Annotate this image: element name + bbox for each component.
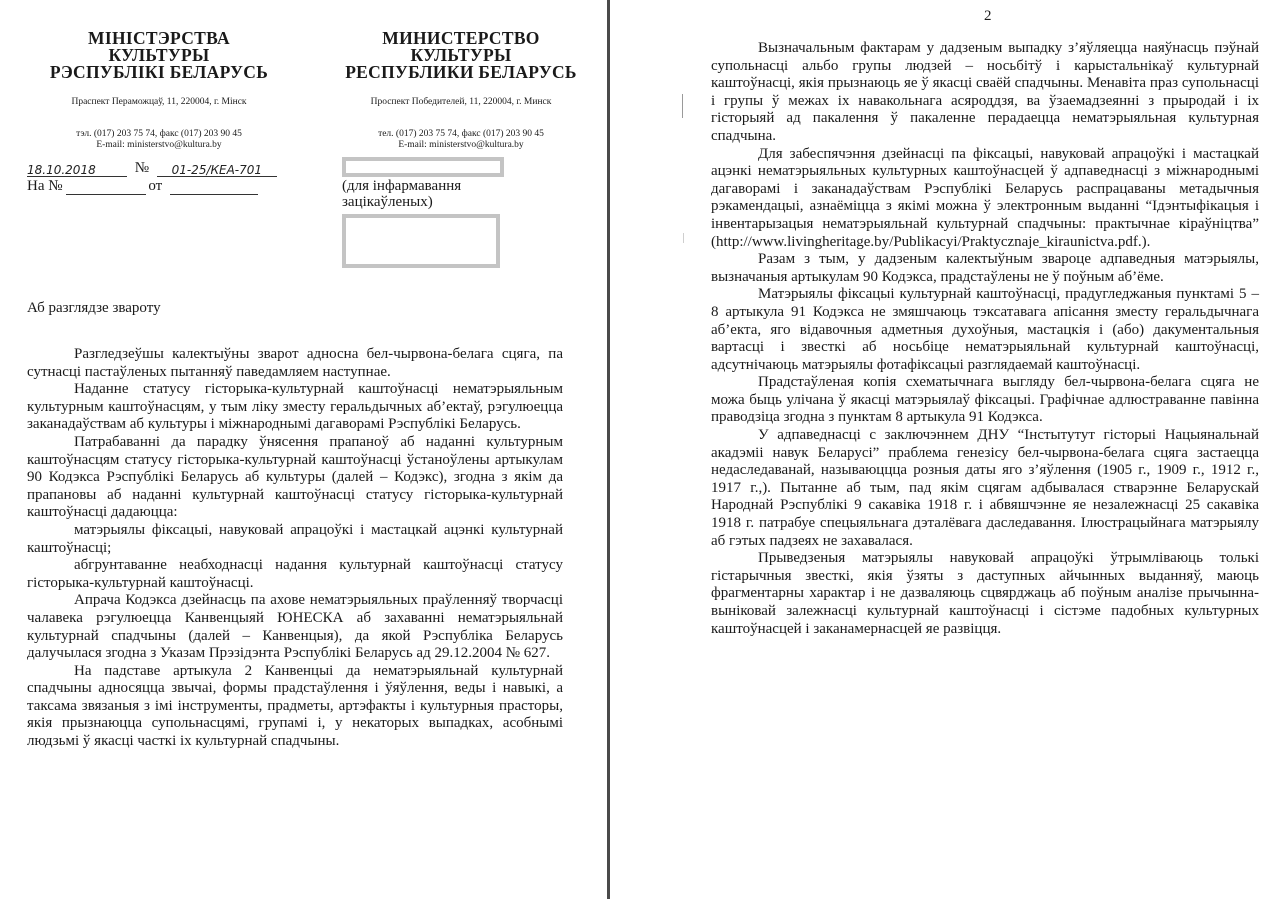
ministry-title-ru [340,30,582,81]
outgoing-reference [27,160,277,177]
paragraph: Для забеспячэння дзейнасці па фіксацыі, навуковай апрацоўкі і мастацкай ацэнкі нематэрыяльных культурных каштоўнасцей ў адпаведнасці з міжнароднымі дагаворамі і заканадаўствам Рэспублікі Беларусь распрацаваны метадычныя рэкамендацыі, азнаёміцца з якімі можна ў электронным выданні “Ідэнтыфікацыя і інвентарызацыя нематэрыяльнай культурнай спадчыны: практычнае кіраўніцтва” (http://www.livingheritage.by/Publikacyi/Praktycznaje_kiraunictva.pdf.). [711,145,1259,250]
title-line: КУЛЬТУРЫ [108,45,210,65]
address-ru: Проспект Победителей, 11, 220004, г. Минск [370,97,552,107]
paragraph: матэрыялы фіксацыі, навуковай апрацоўкі і мастацкай ацэнкі культурнай каштоўнасці; [27,521,563,556]
email-be: E-mail: ministerstvo@kultura.by [96,140,222,150]
phone-be: тэл. (017) 203 75 74, факс (017) 203 90 45 [76,129,242,139]
title-line: РЕСПУБЛИКИ БЕЛАРУСЬ [345,62,577,82]
recipient-line: зацікаўленых) [342,194,433,210]
paragraph: На падставе артыкула 2 Канвенцыі да нематэрыяльнай культурнай спадчыны адносяцца звычаі, формы прадстаўлення і ўяўлення, веды і навыкі, а таксама звязаныя з імі інструменты, прадметы, артэфакты і культурныя прасторы, якія прызнаюцца супольнасцямі, групамі і, у некаторых выпадках, асобнымі людзьмі ў якасці часткі іх культурнай спадчыны. [27,662,563,750]
incoming-number-label: На № [27,178,63,194]
ministry-title-be [40,30,278,81]
page-divider [607,0,610,899]
letterhead-russian [340,30,582,151]
title-line: МИНИСТЕРСТВО [382,28,540,48]
paragraph: Разгледзеўшы калектыўны зварот адносна бел-чырвона-белага сцяга, па сутнасці пастаўленых пытанняў паведамляем наступнае. [27,346,563,380]
letterhead-belarusian [40,30,278,151]
contacts-ru [340,129,582,151]
contacts-be [40,129,278,151]
margin-mark [683,233,684,243]
paragraph: Прыведзеныя матэрыялы навуковай апрацоўкі ўтрымліваюць толькі гістарычныя звесткі, якія ўзяты з даступных айчынных выданняў, маюць фрагментарны характар і не дазваляюць сцвярджаць аб поўным аналізе прычынна-выніковай залежнасці культурнай каштоўнасці і сістэме падобных культурных каштоўнасцей і заканамернасцей яе развіцця. [711,550,1259,637]
incoming-reference [27,178,258,195]
page-number: 2 [984,8,992,24]
phone-ru: тел. (017) 203 75 74, факс (017) 203 90 45 [378,129,544,139]
recipient-line: (для інфармавання [342,178,462,194]
title-line: КУЛЬТУРЫ [410,45,512,65]
paragraph: Вызначальным фактарам у дадзеным выпадку з’яўляецца наяўнасць пэўнай супольнасці альбо групы людзей – носьбітў і карыстальнікаў культурнай каштоўнасці, якія прызнаюць яе ў якасці сваёй спадчыны. Менавіта праз супольнасці і групы ў межах іх навакольнага асяроддзя, ва ўзаемадзеянні з прыродай і іх гісторыяй ад пакалення ў пакаленне перадаецца нематэрыяльная культурная спадчына. [711,40,1259,144]
paragraph: У адпаведнасці с заключэннем ДНУ “Інстытутут гісторыі Нацыянальнай акадэміі навук Беларусі” праблема генезісу бел-чырвона-белага сцяга застаецца недаследаванай, называюццца розныя даты яго з’яўлення (1905 г., 1909 г., 1912 г., 1917 г.,). Пытанне аб тым, пад якім сцягам адбывалася стварэнне Беларускай Народнай Рэспублікі 9 сакавіка 1918 г. і абвяшчэнне яе незалежнасці 25 сакавіка 1918 г. патрабуе спецыяльнага дэталёвага даследавання. Ілюстрацыйнага матэрыялу аб гэтых падзеях не захавалася. [711,427,1259,549]
paragraph: Разам з тым, у дадзеным калектыўным звароце адпаведныя матэрыялы, вызначаныя артыкулам 90 Кодэкса, прадстаўлены не ў поўным аб’ёме. [711,251,1259,285]
margin-mark [682,94,683,118]
email-ru: E-mail: ministerstvo@kultura.by [398,140,524,150]
paragraph: Патрабаванні да парадку ўнясення прапаноў аб наданні культурным каштоўнасцям статусу гісторыка-культурнай каштоўнасці ўстаноўлены артыкулам 90 Кодэкса Рэспублікі Беларусь аб культуры (далей – Кодэкс), згодна з якім да прапановы аб наданні культурнай каштоўнасці статусу гісторыка-культурнай каштоўнасці дадаюцца: [27,433,563,521]
outgoing-number: 01-25/КЕА-701 [171,163,263,177]
document-page-1 [0,0,607,899]
title-line: МІНІСТЭРСТВА [88,28,230,48]
address-be: Праспект Пераможцаў, 11, 220004, г. Мінск [71,97,247,107]
paragraph: Прадстаўленая копія схематычнага выгляду бел-чырвона-белага сцяга не можа быць улічана ў якасці матэрыялаў фіксацыі. Графічнае адлюстраванне павінна праводзіца згодна з пунктам 8 артыкула 91 Кодэкса. [711,374,1259,426]
paragraph: Наданне статусу гісторыка-культурнай каштоўнасці нематэрыяльным культурным каштоўнасцям, у тым ліку зместу геральдычных аб’ектаў, рэгулюецца заканадаўствам аб культуры і міжнароднымі дагаворамі Рэспублікі Беларусь. [27,381,563,433]
paragraph: Апрача Кодэкса дзейнасць па ахове нематэрыяльных праўленняў творчасці чалавека рэгулюецца Канвенцыяй ЮНЕСКА аб захаванні нематэрыяльнай культурнай спадчыны (далей – Канвенцыя), да якой Рэспубліка Беларусь далучылася згодна з Указам Прэзідэнта Рэспублікі Беларусь ад 29.12.2004 № 627. [27,592,563,662]
paragraph: Матэрыялы фіксацыі культурнай каштоўнасці, прадугледжаныя пунктамі 5 – 8 артыкула 91 Кодэкса не змяшчаюць тэксатавага апісання зместу геральдычнага аб’екта, яго відавочныя адметныя духоўныя, мастацкія і (або) дакументальныя вартасці і звесткі аб носьбіце нематэрыяльнай культурнай каштоўнасці, адсутнічаюць матэрыялы фотафіксацыі разглядаемай каштоўнасці. [711,286,1259,373]
redacted-box [342,214,500,268]
letter-subject: Аб разглядзе звароту [27,300,161,316]
letter-body-page-2 [711,40,1259,638]
paragraph: абгрунтаванне неабходнасці надання культурнай каштоўнасці статусу гісторыка-культурнай каштоўнасці. [27,557,563,591]
outgoing-date: 18.10.2018 [27,163,96,177]
incoming-number-blank [66,180,146,195]
title-line: РЭСПУБЛІКІ БЕЛАРУСЬ [49,62,269,82]
recipient-note [342,178,461,210]
incoming-date-blank [170,180,258,195]
number-label: № [134,160,150,176]
letter-body-page-1 [27,346,563,751]
redacted-box [342,157,504,177]
incoming-from-label: от [148,178,163,194]
